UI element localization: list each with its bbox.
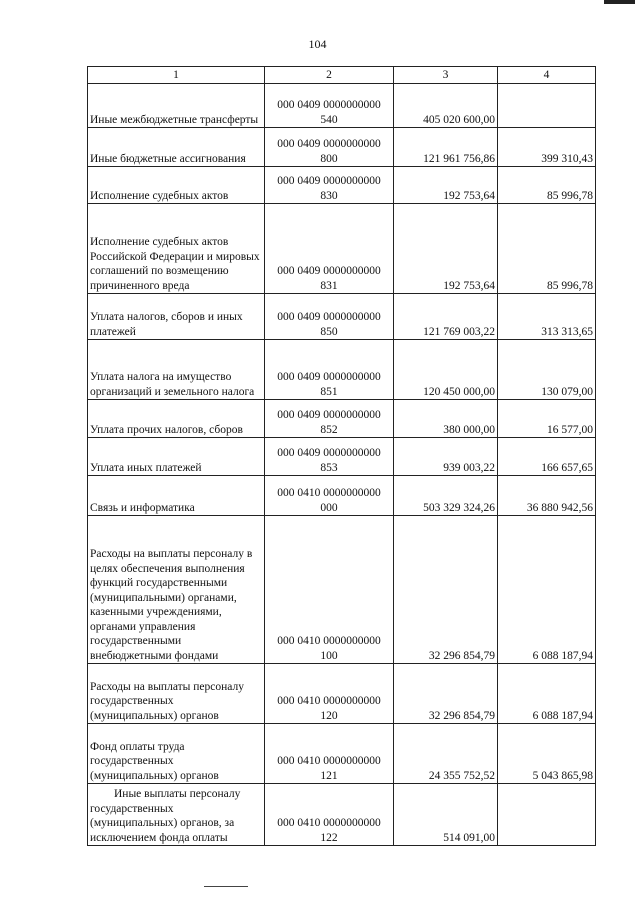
row-code (265, 340, 394, 400)
row-name: Исполнение судебных актов (88, 167, 265, 204)
row-amount2: 399 310,43 (498, 128, 596, 167)
row-amount2: 166 657,65 (498, 438, 596, 476)
row-code-line1: 000 0410 0000000000 (277, 487, 381, 499)
row-name: Уплата налогов, сборов и иных платежей (88, 294, 265, 340)
header-cell-4: 4 (498, 67, 596, 84)
row-code-line2: 830 (320, 189, 338, 202)
row-code-line1: 000 0409 0000000000 (277, 409, 381, 421)
row-code (265, 724, 394, 784)
row-amount: 24 355 752,52 (394, 724, 498, 784)
row-amount2 (498, 784, 596, 846)
table-row (88, 724, 596, 784)
row-amount2: 85 996,78 (498, 204, 596, 294)
table-row (88, 784, 596, 846)
row-amount2: 5 043 865,98 (498, 724, 596, 784)
table-header-row (88, 67, 596, 84)
row-code (265, 128, 394, 167)
row-amount: 192 753,64 (394, 204, 498, 294)
row-code-line2: 540 (320, 113, 338, 126)
row-code-line1: 000 0410 0000000000 (277, 695, 381, 707)
row-code-line1: 000 0409 0000000000 (277, 311, 381, 323)
row-code-line2: 852 (320, 423, 338, 436)
row-name: Расходы на выплаты персоналу в целях обеспечения выполнения функций государственными (муниципальными) органами, казенными учреждениями, органами управления государственными внебюджетными фондами (88, 516, 265, 664)
row-code (265, 784, 394, 846)
row-code-line2: 850 (320, 325, 338, 338)
row-amount: 939 003,22 (394, 438, 498, 476)
header-cell-2: 2 (265, 67, 394, 84)
row-amount2: 6 088 187,94 (498, 664, 596, 724)
row-code (265, 438, 394, 476)
row-name: Расходы на выплаты персоналу государственных (муниципальных) органов (88, 664, 265, 724)
table-row (88, 438, 596, 476)
row-code-line1: 000 0409 0000000000 (277, 371, 381, 383)
row-code-line1: 000 0410 0000000000 (277, 817, 381, 829)
row-amount: 121 961 756,86 (394, 128, 498, 167)
table-row (88, 204, 596, 294)
row-code-line1: 000 0409 0000000000 (277, 175, 381, 187)
row-code-line1: 000 0409 0000000000 (277, 138, 381, 150)
row-name: Уплата иных платежей (88, 438, 265, 476)
table-row (88, 340, 596, 400)
row-code-line2: 000 (320, 501, 338, 514)
row-name: Фонд оплаты труда государственных (муниципальных) органов (88, 724, 265, 784)
row-code-line2: 851 (320, 385, 338, 398)
row-name: Иные межбюджетные трансферты (88, 84, 265, 128)
row-name-text: Иные выплаты персоналу государственных (муниципальных) органов, за исключением фонда оплаты (90, 788, 241, 844)
row-code (265, 294, 394, 340)
row-amount2: 313 313,65 (498, 294, 596, 340)
footer-rule (204, 886, 248, 887)
row-amount: 192 753,64 (394, 167, 498, 204)
header-cell-1: 1 (88, 67, 265, 84)
row-amount2: 130 079,00 (498, 340, 596, 400)
row-name: Связь и информатика (88, 476, 265, 516)
scan-corner-mark (604, 0, 635, 4)
page-number: 104 (308, 37, 327, 51)
table-row (88, 516, 596, 664)
row-amount2: 16 577,00 (498, 400, 596, 438)
row-amount: 120 450 000,00 (394, 340, 498, 400)
table-row (88, 294, 596, 340)
row-code-line2: 122 (320, 831, 338, 844)
row-name: Исполнение судебных актов Российской Федерации и мировых соглашений по возмещению причиненного вреда (88, 204, 265, 294)
row-amount: 503 329 324,26 (394, 476, 498, 516)
row-code-line2: 121 (320, 769, 338, 782)
row-code-line1: 000 0409 0000000000 (277, 447, 381, 459)
row-code-line2: 800 (320, 152, 338, 165)
row-name: Уплата налога на имущество организаций и земельного налога (88, 340, 265, 400)
row-code-line1: 000 0409 0000000000 (277, 265, 381, 277)
row-code-line1: 000 0410 0000000000 (277, 635, 381, 647)
row-code (265, 400, 394, 438)
row-amount: 405 020 600,00 (394, 84, 498, 128)
row-code (265, 476, 394, 516)
row-amount: 32 296 854,79 (394, 664, 498, 724)
row-amount2 (498, 84, 596, 128)
row-code-line2: 120 (320, 709, 338, 722)
row-name: Уплата прочих налогов, сборов (88, 400, 265, 438)
row-amount: 32 296 854,79 (394, 516, 498, 664)
row-code (265, 167, 394, 204)
row-amount2: 85 996,78 (498, 167, 596, 204)
row-code-line2: 100 (320, 649, 338, 662)
row-amount: 380 000,00 (394, 400, 498, 438)
row-name: Иные бюджетные ассигнования (88, 128, 265, 167)
row-amount: 121 769 003,22 (394, 294, 498, 340)
table-row (88, 167, 596, 204)
table-row (88, 128, 596, 167)
row-name (88, 784, 265, 846)
row-code (265, 204, 394, 294)
row-code-line2: 853 (320, 461, 338, 474)
row-code (265, 516, 394, 664)
table-row (88, 84, 596, 128)
table-row (88, 476, 596, 516)
row-code-line1: 000 0410 0000000000 (277, 755, 381, 767)
row-code-line1: 000 0409 0000000000 (277, 99, 381, 111)
table-row (88, 664, 596, 724)
row-code-line2: 831 (320, 279, 338, 292)
table-row (88, 400, 596, 438)
row-amount: 514 091,00 (394, 784, 498, 846)
row-amount2: 36 880 942,56 (498, 476, 596, 516)
row-code (265, 84, 394, 128)
row-code (265, 664, 394, 724)
budget-table (87, 66, 596, 846)
header-cell-3: 3 (394, 67, 498, 84)
row-amount2: 6 088 187,94 (498, 516, 596, 664)
